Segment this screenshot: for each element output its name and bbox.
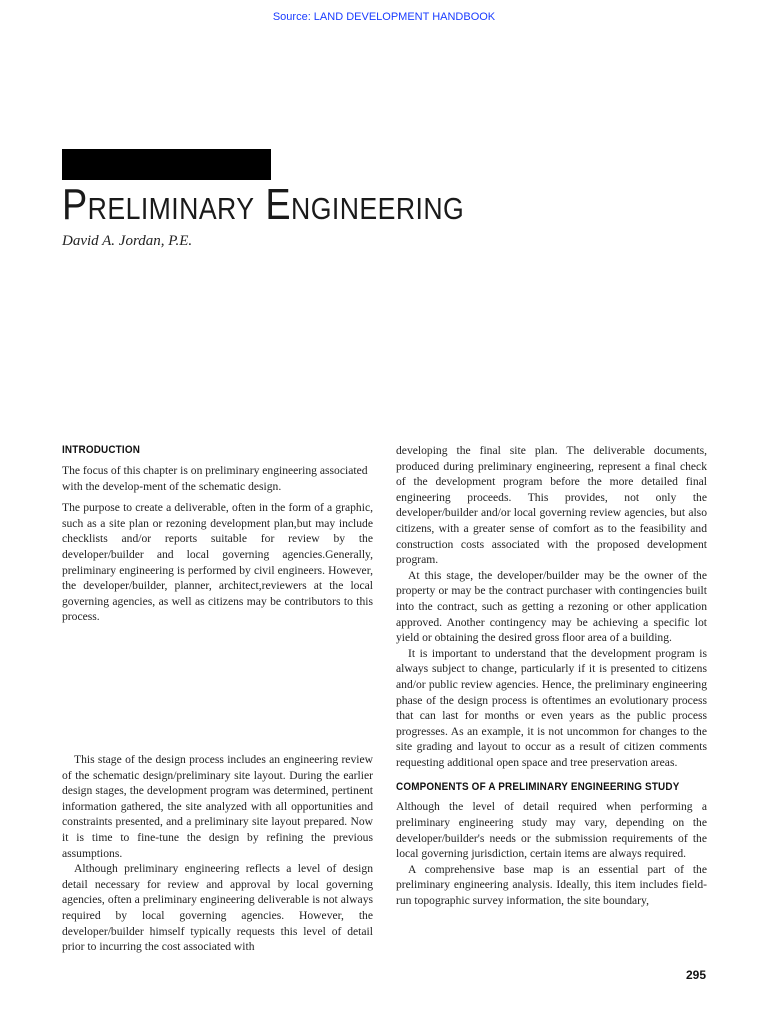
right-paragraph-2: At this stage, the developer/builder may be the owner of the property or may be the contract purchaser with contingencies built into the contract, such as getting a rezoning or other application approved. Another contingency may be achieving a specific lot yield or obtaining the desired gross floor area of a building. [396,568,707,645]
introduction-heading: INTRODUCTION [62,444,141,456]
intro-paragraph-1: The focus of this chapter is on preliminary engineering associated with the develop-ment of the schematic design. [62,464,368,493]
right-paragraph-5: A comprehensive base map is an essential part of the preliminary engineering analysis. Ideally, this item includes field-run topographic survey information, the site boundary, [396,862,707,908]
author-name: David A. Jordan, P.E. [62,233,193,249]
stage-paragraph-1: This stage of the design process includes an engineering review of the schematic design/preliminary site layout. During the earlier design stages, the development program was determined, pertinent information gathered, the site analyzed with all opportunities and constraints presented, and a preliminary site layout prepared. Now it is time to fine-tune the design by refining the previous assumptions. [62,753,373,860]
right-column [396,443,707,909]
right-paragraph-3: It is important to understand that the development program is always subject to change, particularly if it is presented to citizens and/or public review agencies. Hence, the preliminary engineering phase of the design process is oftentimes an evolutionary process that can last for months or even years as the public process progresses. As an example, it is not uncommon for changes to the site grading and layout to occur as a result of citizen comments requesting additional open space and tree preservation areas. [396,646,707,769]
left-column-body [62,752,373,955]
intro-paragraph-2: The purpose to create a deliverable, often in the form of a graphic, such as a site plan or rezoning development plan,but may include checklists and/or reports suitable for review by the developer/builder and local governing agencies.Generally, preliminary engineering is performed by civil engineers. However, the developer/builder, planner, architect,reviewers at the local governing agencies, as well as citizens may be contributors to this process. [62,501,373,624]
chapter-header-bar [62,149,271,180]
components-heading: COMPONENTS OF A PRELIMINARY ENGINEERING STUDY [396,781,680,794]
chapter-title: Preliminary Engineering [62,180,465,229]
source-line: Source: LAND DEVELOPMENT HANDBOOK [272,11,496,23]
right-paragraph-1: developing the final site plan. The deliverable documents, produced during preliminary engineering, represent a final check of the development program before the more detailed final engineering proceeds. This provides, not only the developer/builder and/or local governing review agencies, but also citizens, with a greater sense of comfort as to the feasibility and construction costs associated with the proposed development program. [396,444,707,567]
stage-paragraph-2: Although preliminary engineering reflects a level of design detail necessary for review and approval by local governing agencies, often a preliminary engineering deliverable is not always required by local governing agencies. However, the developer/builder himself typically requests this level of detail prior to incurring the cost associated with [62,862,373,954]
right-paragraph-4: Although the level of detail required when performing a preliminary engineering study may vary, depending on the developer/builder's needs or the submission requirements of the local governing jurisdiction, certain items are always required. [396,800,707,861]
page-number: 295 [685,968,706,982]
left-column-intro [62,443,373,625]
